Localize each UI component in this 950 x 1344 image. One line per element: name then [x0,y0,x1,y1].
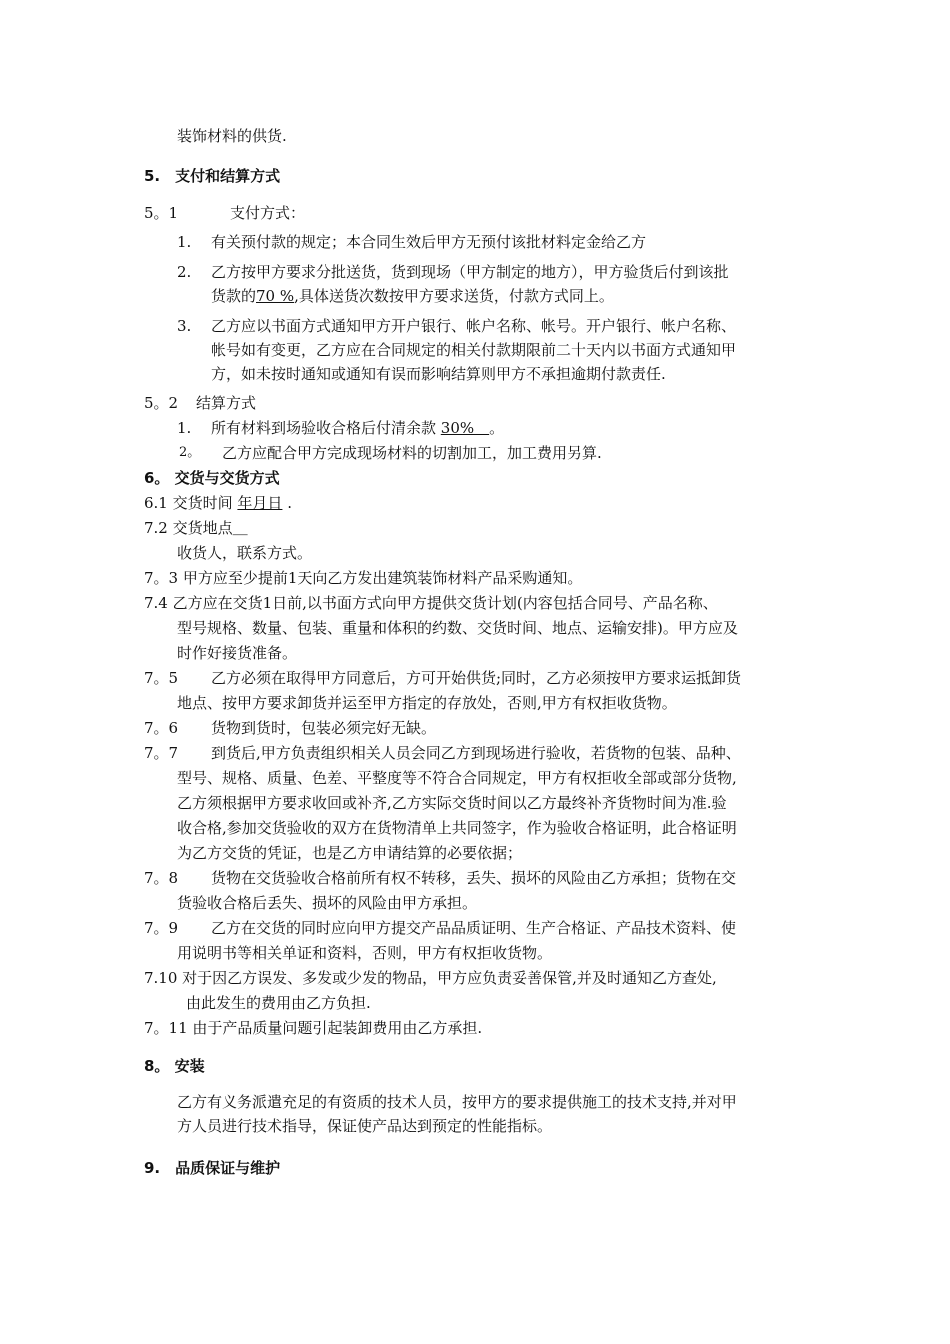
clause-7-4-line2: 型号规格、数量、包装、重量和体积的约数、交货时间、地点、运输安排)。甲方应及 [177,619,738,637]
section-8-heading: 8。 安装 [144,1057,205,1075]
clause-7-9-line2: 用说明书等相关单证和资料，否则，甲方有权拒收货物。 [177,944,553,962]
clause-5-2-num: 5。2 [144,394,179,412]
item-5-1-1-num: 1. [177,233,192,251]
clause-7-6-num: 7。6 [144,719,179,737]
clause-7-7-line5: 为乙方交货的凭证，也是乙方申请结算的必要依据； [177,844,523,862]
clause-7-4-line1: 7.4 乙方应在交货1日前,以书面方式向甲方提供交货计划(内容包括合同号、产品名称、 [144,594,718,612]
clause-7-10-line1: 7.10 对于因乙方误发、多发或少发的物品，甲方应负责妥善保管,并及时通知乙方查处, [144,969,717,987]
item-5-2-2-text: 乙方应配合甲方完成现场材料的切割加工，加工费用另算. [222,444,602,462]
clause-7-8-line2: 货验收合格后丢失、损坏的风险由甲方承担。 [177,894,478,912]
item-5-1-2-line2a: 货款的 [211,287,257,305]
clause-7-2-text: 7.2 交货地点 [144,519,233,537]
item-5-1-2-line2 [211,286,614,306]
item-5-1-3-num: 3. [177,317,192,335]
clause-7-4-line3: 时作好接货准备。 [177,644,298,662]
section-5-heading: 5. 支付和结算方式 [144,167,281,185]
clause-5-1-num: 5。1 [144,204,179,222]
clause-7-9-line1: 乙方在交货的同时应向甲方提交产品品质证明、生产合格证、产品技术资料、使 [211,919,737,937]
clause-6-1-text: 6.1 交货时间 [144,494,233,512]
item-5-1-2-num: 2. [177,263,192,281]
section-8-line2: 方人员进行技术指导，保证使产品达到预定的性能指标。 [177,1117,553,1135]
clause-5-2-label: 结算方式 [196,394,257,412]
delivery-place-blank: ＿ [232,519,248,537]
clause-7-7-line3: 乙方须根据甲方要求收回或补齐,乙方实际交货时间以乙方最终补齐货物时间为准.验 [177,794,727,812]
clause-7-6-text: 货物到货时，包装必须完好无缺。 [211,719,437,737]
clause-7-9-num: 7。9 [144,919,179,937]
advance-percent: 70 % [256,287,295,305]
clause-7-11: 7。11 由于产品质量问题引起装卸费用由乙方承担. [144,1019,483,1037]
item-5-1-3-line1: 乙方应以书面方式通知甲方开户银行、帐户名称、帐号。开户银行、帐户名称、 [211,317,737,335]
item-5-1-2-line1: 乙方按甲方要求分批送货，货到现场（甲方制定的地方），甲方验货后付到该批 [211,263,729,281]
section-6-heading: 6。 交货与交货方式 [144,469,280,487]
clause-7-7-line4: 收合格,参加交货验收的双方在货物清单上共同签字，作为验收合格证明，此合格证明 [177,819,737,837]
clause-5-1-label: 支付方式： [230,204,306,222]
item-5-2-2-num: 2。 [179,445,201,460]
item-5-2-1-text-a: 所有材料到场验收合格后付清余款 [211,419,437,437]
section-8-line1: 乙方有义务派遣充足的有资质的技术人员，按甲方的要求提供施工的技术支持,并对甲 [177,1093,737,1111]
item-5-1-1-text: 有关预付款的规定；本合同生效后甲方无预付该批材料定金给乙方 [211,233,647,251]
item-5-2-1-text [211,418,504,438]
clause-7-7-num: 7。7 [144,744,179,762]
clause-7-10-line2: 由此发生的费用由乙方负担. [186,994,371,1012]
item-5-1-2-line2b: ,具体送货次数按甲方要求送货，付款方式同上。 [294,287,614,305]
item-5-2-1-text-b: 。 [489,419,505,437]
balance-percent: 30% [440,419,490,437]
item-5-1-3-line2: 帐号如有变更，乙方应在合同规定的相关付款期限前二十天内以书面方式通知甲 [211,341,737,359]
section-9-heading: 9. 品质保证与维护 [144,1159,281,1177]
item-5-2-1-num: 1. [177,419,192,437]
item-5-1-3-line3: 方，如未按时通知或通知有误而影响结算则甲方不承担逾期付款责任. [211,365,666,383]
delivery-date: 年月日 [237,494,283,512]
clause-6-1-end: . [287,494,292,512]
clause-7-2-line2: 收货人，联系方式。 [177,544,313,562]
clause-7-7-line2: 型号、规格、质量、色差、平整度等不符合合同规定，甲方有权拒收全部或部分货物, [177,769,737,787]
clause-7-5-num: 7。5 [144,669,179,687]
clause-6-1 [144,493,292,513]
clause-7-2 [144,518,248,538]
intro-tail: 装饰材料的供货. [177,127,287,145]
clause-7-5-line1: 乙方必须在取得甲方同意后，方可开始供货;同时，乙方必须按甲方要求运抵卸货 [211,669,742,687]
clause-7-5-line2: 地点、按甲方要求卸货并运至甲方指定的存放处，否则,甲方有权拒收货物。 [177,694,677,712]
clause-7-8-num: 7。8 [144,869,179,887]
clause-7-8-line1: 货物在交货验收合格前所有权不转移，丢失、损坏的风险由乙方承担；货物在交 [211,869,737,887]
clause-7-7-line1: 到货后,甲方负责组织相关人员会同乙方到现场进行验收，若货物的包装、品种、 [211,744,741,762]
clause-7-3: 7。3 甲方应至少提前1天向乙方发出建筑装饰材料产品采购通知。 [144,569,583,587]
